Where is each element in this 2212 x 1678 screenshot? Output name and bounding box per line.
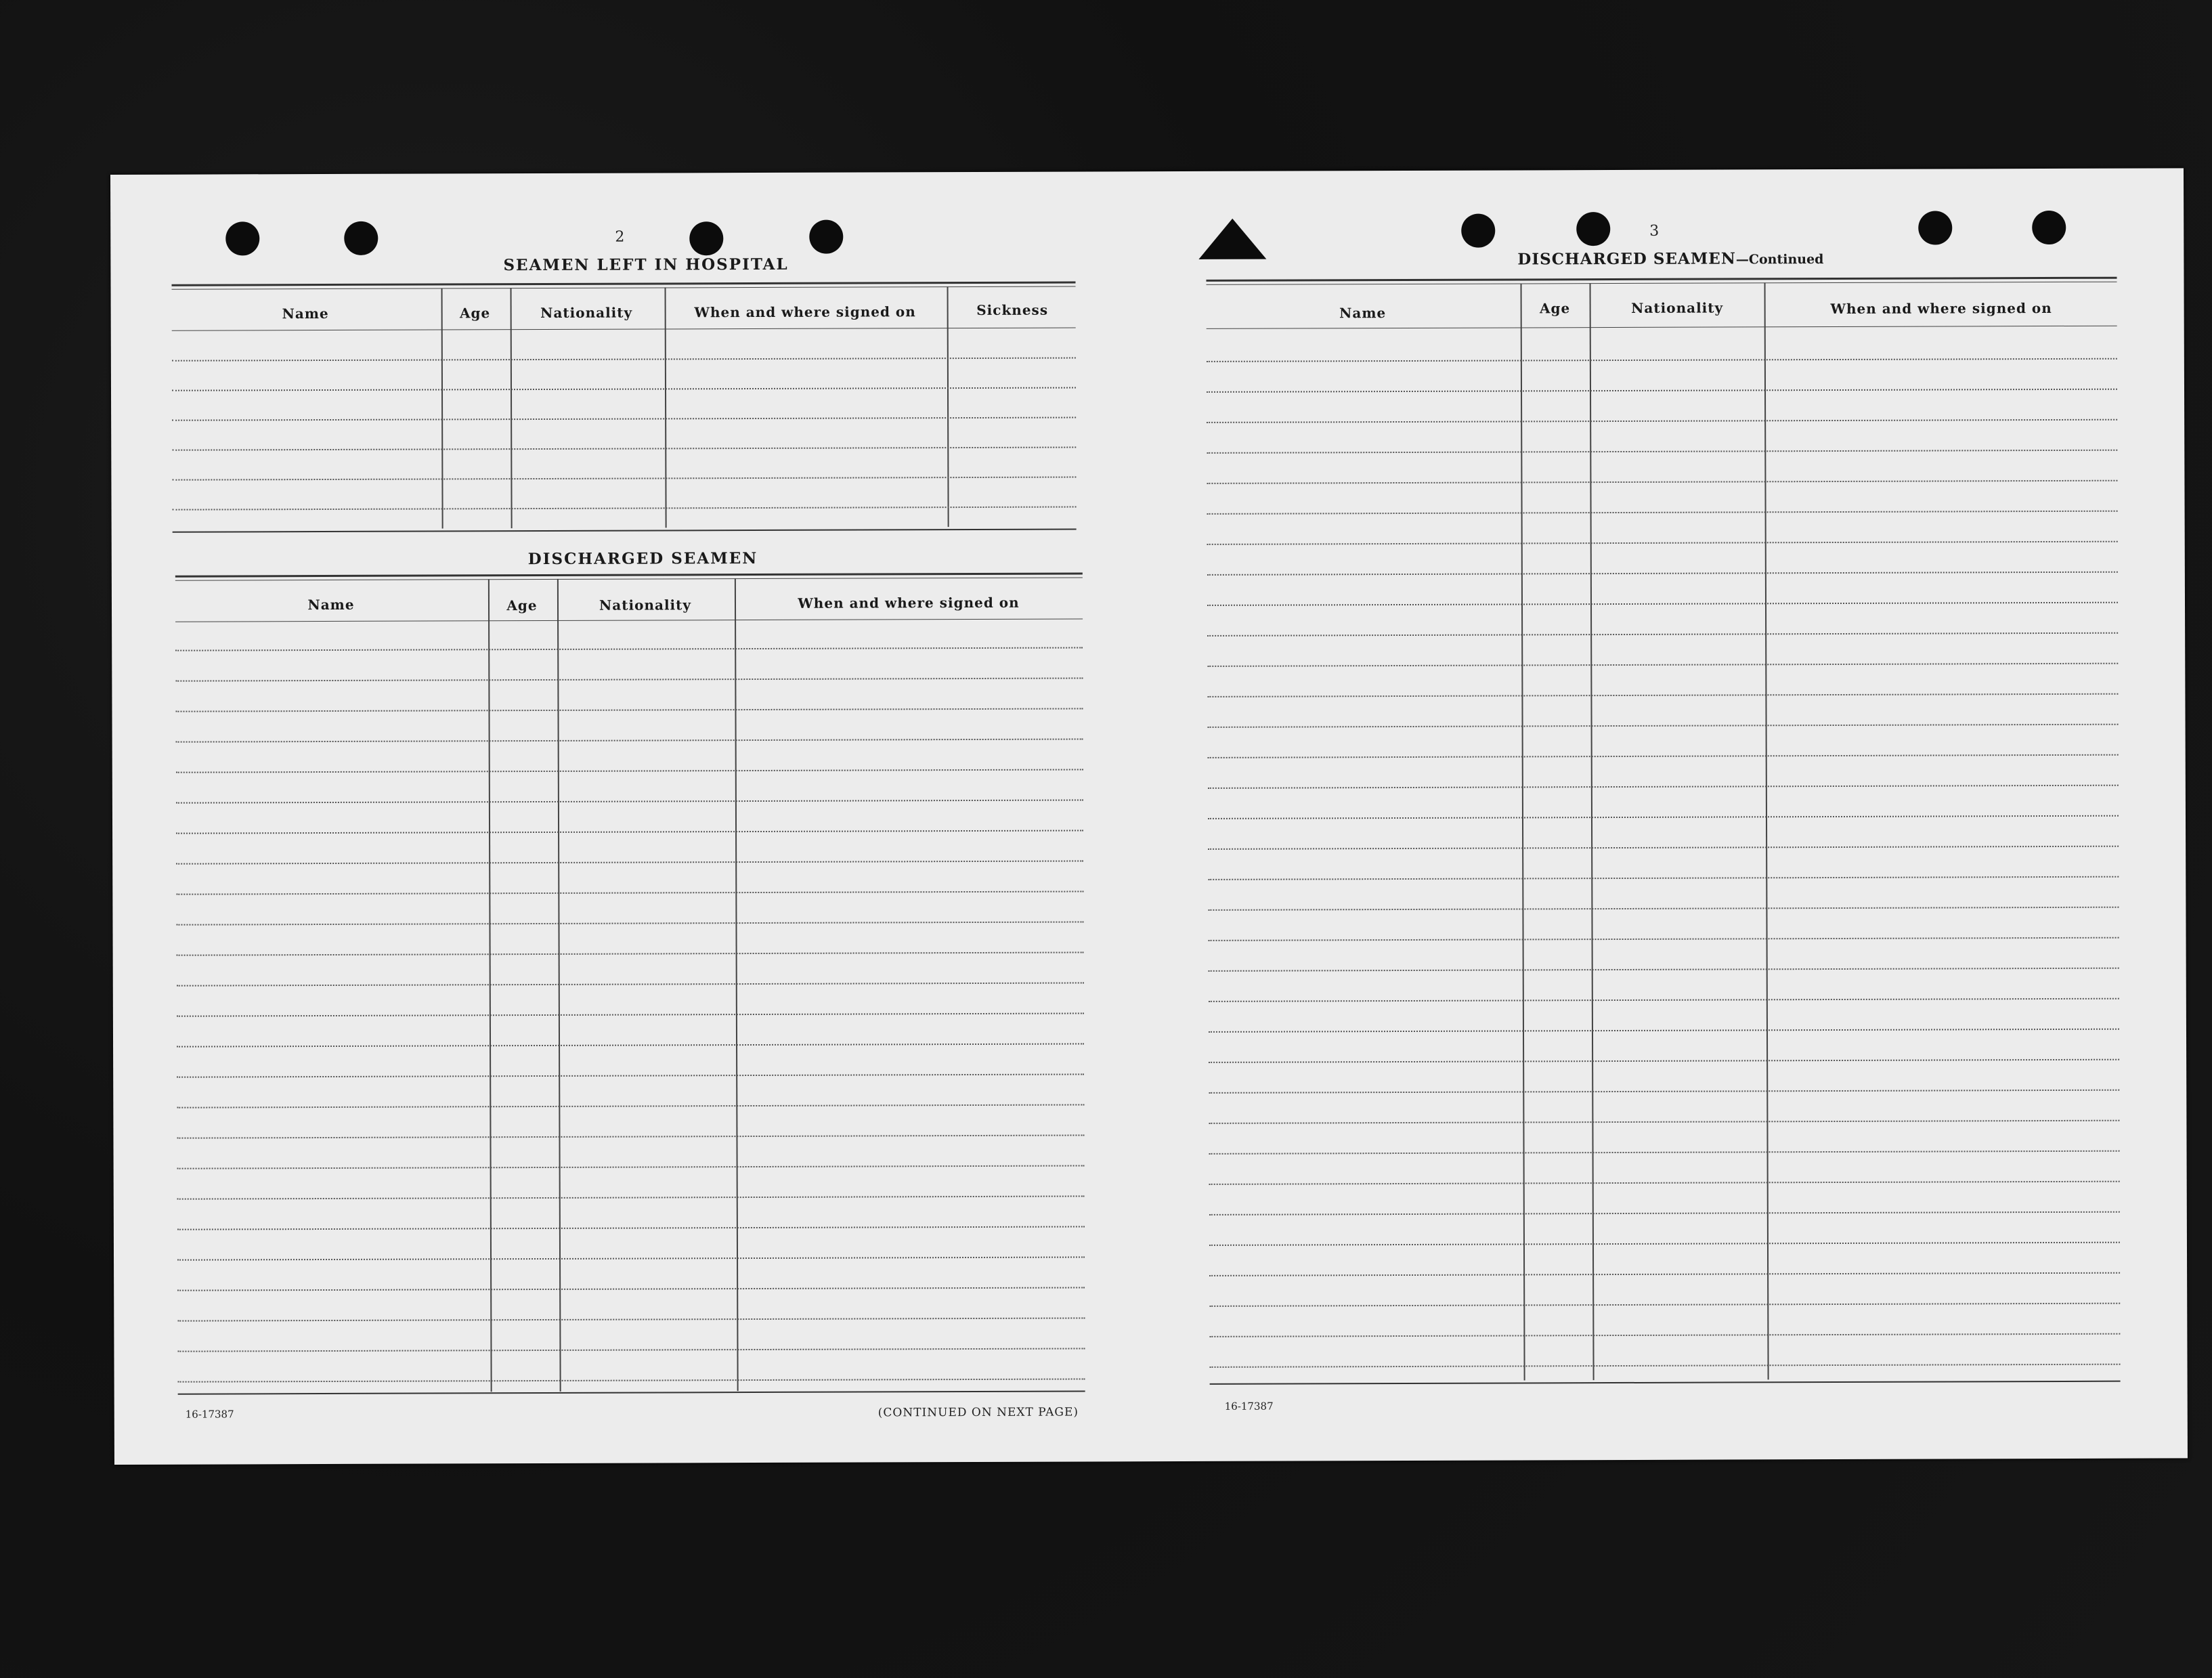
continued-suffix: —Continued [1735,252,1824,267]
page-number-left: 2 [615,228,625,246]
continued-note: (CONTINUED ON NEXT PAGE) [877,1405,1079,1420]
column-header: When and where signed on [1830,299,2052,318]
form-number-right: 16-17387 [1224,1400,1274,1413]
column-header: Nationality [1631,299,1724,316]
discharged-section-title: DISCHARGED SEAMEN [527,548,758,569]
binder-hole-icon [1918,211,1952,244]
form-sheet [110,168,2188,1465]
column-header: Nationality [599,597,692,614]
column-header: Age [459,305,491,322]
discharged-continued-title-text: DISCHARGED SEAMEN [1517,249,1736,269]
torn-hole-icon [1198,219,1266,259]
column-header: Name [307,596,355,614]
binder-hole-icon [225,221,259,255]
column-header: Age [1539,300,1571,317]
form-number-left: 16-17387 [185,1408,234,1421]
column-header: Age [506,597,538,614]
discharged-table-left [175,572,1085,1401]
page-number-right: 3 [1649,222,1660,240]
column-header: Name [282,305,329,322]
column-header: When and where signed on [798,594,1020,611]
binder-hole-icon [1461,214,1495,248]
binder-hole-icon [809,220,843,254]
hospital-table [172,282,1077,535]
discharged-continued-title [1517,249,1823,268]
column-header: When and where signed on [694,303,916,321]
binder-hole-icon [344,221,378,255]
column-header: Nationality [540,304,633,322]
column-header: Name [1339,305,1387,322]
hospital-section-title: SEAMEN LEFT IN HOSPITAL [503,255,789,275]
binder-hole-icon [2032,211,2066,244]
binder-hole-icon [1576,212,1610,246]
discharged-table-right [1206,277,2120,1390]
column-header: Sickness [976,301,1049,318]
binder-hole-icon [689,221,723,255]
